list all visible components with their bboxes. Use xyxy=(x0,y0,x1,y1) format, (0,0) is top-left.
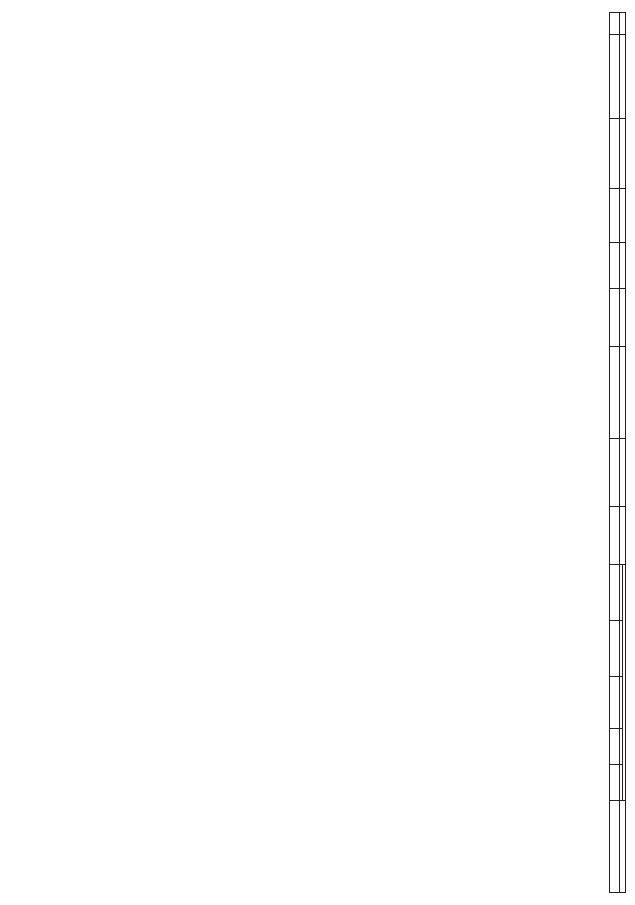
colnum xyxy=(610,347,620,439)
colnum xyxy=(610,289,620,347)
funding-table xyxy=(609,12,626,893)
header-reg xyxy=(620,677,623,729)
header-result xyxy=(620,801,626,893)
header-cost xyxy=(620,439,626,507)
colnum xyxy=(610,35,620,119)
header-fed xyxy=(620,621,623,677)
header-local xyxy=(620,729,623,765)
header-docs xyxy=(620,347,626,439)
header-period xyxy=(620,507,626,565)
colnum xyxy=(610,507,620,565)
header-form xyxy=(620,189,626,243)
colnum xyxy=(610,765,620,801)
column-numbers-row xyxy=(610,13,620,893)
colnum xyxy=(610,729,620,765)
header-funding xyxy=(623,565,626,801)
colnum xyxy=(610,13,620,35)
colnum xyxy=(610,801,620,893)
header-attracted xyxy=(620,765,623,801)
header-total xyxy=(620,565,623,621)
colnum xyxy=(610,439,620,507)
rotated-sheet xyxy=(138,12,626,892)
colnum xyxy=(610,677,620,729)
colnum xyxy=(610,565,620,621)
header-grbs xyxy=(620,119,626,189)
header-term xyxy=(620,243,626,289)
colnum xyxy=(610,243,620,289)
colnum xyxy=(610,621,620,677)
header-name xyxy=(620,35,626,119)
colnum xyxy=(610,119,620,189)
colnum xyxy=(610,189,620,243)
header-num xyxy=(620,13,626,35)
header-row-1 xyxy=(623,13,626,893)
header-capacity xyxy=(620,289,626,347)
